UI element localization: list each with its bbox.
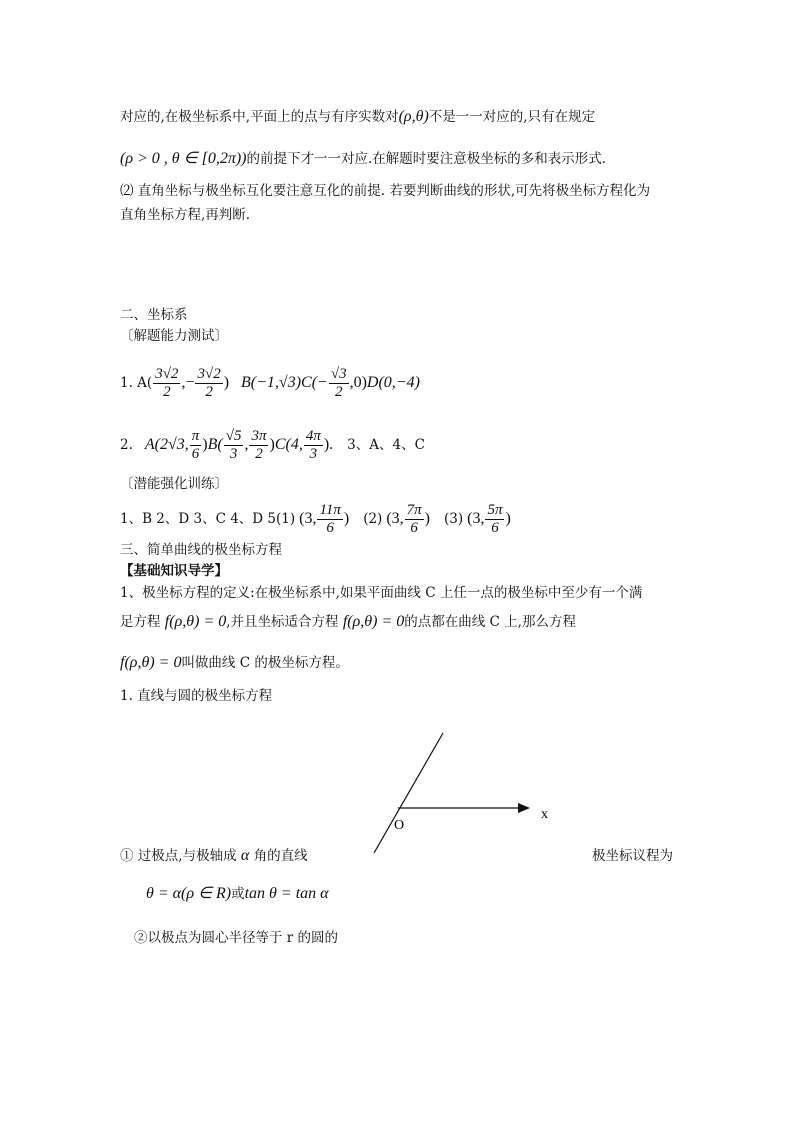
definition-line-1: 1、极坐标方程的定义:在极坐标系中,如果平面曲线 C 上任一点的极坐标中至少有一个满 [120, 585, 643, 601]
point-a: A(2√3, [144, 436, 189, 453]
fraction: $\frac{√3}{2}$ [330, 365, 347, 400]
text: 不是一一对应的,只有在规定 [428, 109, 596, 125]
text: 1、B 2、D 3、C 4、D 5(1) [120, 511, 296, 527]
math-rho-theta: (ρ,θ) [398, 108, 429, 125]
label: 1. A( [120, 375, 153, 391]
section-title: 二、坐标系 [120, 307, 188, 323]
definition-line-2 [120, 612, 576, 632]
section-subtitle: 〔解题能力测试〕 [120, 328, 228, 344]
math-equation: θ = α(ρ ∈ R) [146, 885, 232, 902]
fraction: $\frac{√5}{3}$ [225, 427, 242, 462]
text: ① 过极点,与极轴成 [120, 848, 237, 864]
section-title-3: 三、简单曲线的极坐标方程 [120, 542, 282, 558]
text: 3、A、4、C [347, 437, 425, 453]
label: 2. [120, 437, 133, 453]
item-heading: 1. 直线与圆的极坐标方程 [120, 688, 273, 704]
text: ⑵ 直角坐标与极坐标互化要注意互化的前提. 若要判断曲线的形状,可先将极坐标方程化为 [120, 183, 651, 199]
point-d: D(0,−4) [366, 374, 420, 391]
fraction: $\frac{\pi}{6}$ [191, 427, 200, 462]
text: 的点都在曲线 C 上,那么方程 [404, 614, 576, 630]
case-2: ②以极点为圆心半径等于 r 的圆的 [134, 930, 339, 946]
text: 角的直线 [253, 848, 308, 864]
fraction: $\frac{4\pi}{3}$ [305, 427, 321, 462]
math-equation: f(ρ,θ) = 0 [120, 654, 182, 671]
fraction: $\frac{3√2}{2}$ [197, 365, 221, 400]
polar-line-figure [360, 725, 580, 855]
paragraph-line-1 [120, 107, 595, 127]
arrow-head-icon [518, 803, 530, 813]
fraction: $\frac{3\pi}{2}$ [251, 427, 267, 462]
point-c: C(4, [274, 436, 303, 453]
math-equation: f(ρ,θ) = 0 [164, 613, 227, 630]
math-alpha: α [240, 847, 250, 864]
text: 叫做曲线 C 的极坐标方程。 [181, 655, 349, 671]
definition-line-3 [120, 653, 349, 673]
fraction: $\frac{3√2}{2}$ [155, 365, 179, 400]
math-equation: f(ρ,θ) = 0 [342, 613, 405, 630]
text: 足方程 [120, 614, 161, 630]
text: 或 [231, 886, 245, 902]
math-equation: tan θ = tan α [244, 885, 329, 902]
case-1-equation [146, 884, 329, 904]
text: 的前提下才一一对应.在解题时要注意极坐标的多和表示形式. [246, 151, 607, 167]
section-subtitle-3: 【基础知识导学】 [120, 563, 228, 579]
case-1-right: 极坐标议程为 [592, 848, 673, 864]
math-condition: (ρ > 0 , θ ∈ [0,2π)) [120, 150, 247, 167]
label: (3) [444, 511, 464, 527]
section-subtitle-2: 〔潜能强化训练〕 [120, 476, 228, 492]
fraction: $\frac{7\pi}{6}$ [406, 501, 422, 536]
answer-1: 1. A( $\frac{3√2}{2}$ ,− $\frac{3√2}{2}$ ) B(−1,√3) C(− $\frac{√3}{2}$ ,0) D(0,−4) [120, 365, 420, 400]
text: 直角坐标方程,再判断. [120, 207, 251, 223]
case-1 [120, 846, 308, 866]
label: (2) [363, 511, 383, 527]
axis-label: x [541, 807, 548, 822]
text: 对应的,在极坐标系中,平面上的点与有序实数对 [120, 109, 399, 125]
inclined-line [374, 733, 443, 853]
paragraph-line-3 [120, 181, 650, 201]
paragraph-line-4 [120, 205, 250, 225]
fraction: $\frac{11\pi}{6}$ [319, 501, 341, 536]
point-b: B(−1,√3) [241, 374, 302, 391]
answer-2: 2. A(2√3, $\frac{\pi}{6}$ ) B( $\frac{√5}{3}$ , $\frac{3\pi}{2}$ ) C(4, $\frac{4\pi}{3}$ ). 3、A、4、C [120, 427, 425, 462]
fraction: $\frac{5\pi}{6}$ [487, 501, 503, 536]
answer-3: 1、B 2、D 3、C 4、D 5(1) (3, $\frac{11\pi}{6}$ ) (2) (3, $\frac{7\pi}{6}$ ) (3) (3, $\frac{5\pi}{6}$ ) [120, 501, 511, 536]
text: ,并且坐标适合方程 [226, 614, 339, 630]
pole-label: O [394, 818, 405, 833]
point-b: B( [207, 436, 223, 453]
paragraph-line-2 [120, 149, 606, 169]
